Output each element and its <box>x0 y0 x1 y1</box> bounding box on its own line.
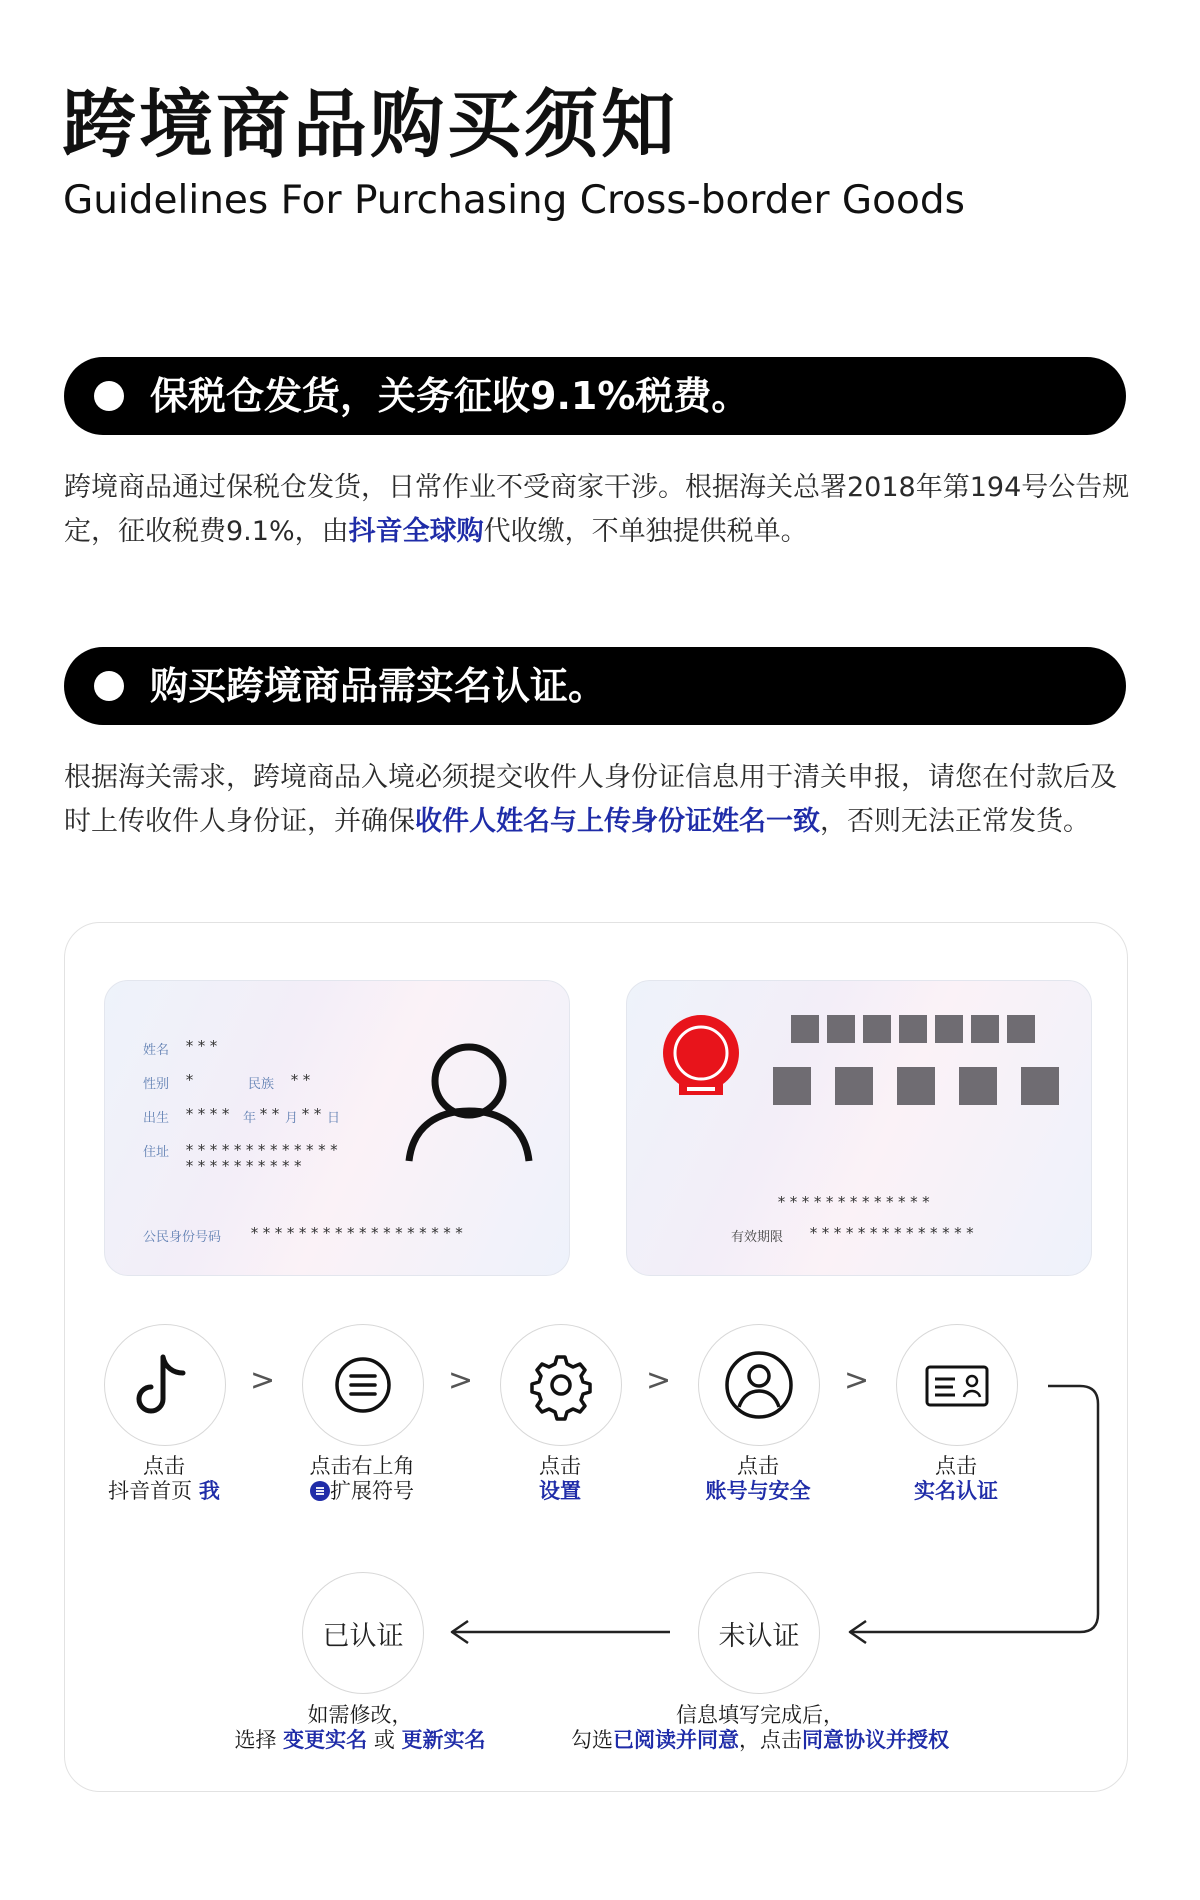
step-separator: > <box>448 1363 474 1398</box>
caption-text: ，点击 <box>739 1728 802 1752</box>
birth-day: ** <box>301 1105 326 1123</box>
page-subtitle: Guidelines For Purchasing Cross-border Goods <box>63 178 965 223</box>
verified-caption <box>200 1703 520 1753</box>
verified-status[interactable] <box>302 1572 424 1694</box>
step-separator: > <box>646 1363 672 1398</box>
text-fragment: 代收缴，不单独提供税单。 <box>483 516 808 547</box>
gender-label: 性别 <box>143 1077 170 1092</box>
caption-line: 信息填写完成后， <box>676 1703 844 1727</box>
page-title: 跨境商品购买须知 <box>62 82 678 168</box>
text-fragment: ，否则无法正常发货。 <box>820 806 1090 837</box>
caption-text: 抖音首页 <box>108 1479 193 1503</box>
caption-text: 扩展符号 <box>330 1479 414 1503</box>
caption-line: 如需修改， <box>307 1703 413 1727</box>
caption-text: 选择 <box>234 1728 277 1752</box>
birth-label: 出生 <box>143 1111 170 1126</box>
caption-line: 点击右上角 <box>309 1454 415 1478</box>
agree-authorize-link[interactable]: 同意协议并授权 <box>802 1728 949 1752</box>
me-link[interactable]: 我 <box>198 1479 220 1503</box>
address-line-2: ********** <box>185 1157 306 1175</box>
caption-text: 或 <box>373 1728 395 1752</box>
address-label: 住址 <box>143 1145 170 1160</box>
name-label: 姓名 <box>143 1043 170 1058</box>
text-fragment: 根据海关需求，跨境商品入境必须提交收件人身份证信息用于清关申报，请您在付款后及时上传收件人身份证，并确保 <box>64 762 1117 837</box>
day-label: 日 <box>327 1111 341 1126</box>
unverified-status[interactable] <box>698 1572 820 1694</box>
validity-label: 有效期限 <box>731 1230 784 1245</box>
caption-line: 点击 <box>143 1454 185 1478</box>
caption-line <box>200 1728 520 1753</box>
unverified-label: 未认证 <box>718 1620 800 1652</box>
step-separator: > <box>844 1363 870 1398</box>
name-value: *** <box>185 1037 222 1055</box>
gender-value: * <box>185 1071 198 1089</box>
year-label: 年 <box>243 1111 257 1126</box>
month-label: 月 <box>285 1111 299 1126</box>
section-heading-text: 购买跨境商品需实名认证。 <box>150 664 607 708</box>
caption-line: 点击 <box>539 1454 581 1478</box>
settings-link[interactable]: 设置 <box>539 1479 581 1503</box>
address-line-1: ************* <box>185 1141 342 1159</box>
issuing-authority-value: ************* <box>777 1193 934 1211</box>
id-number-value: ****************** <box>250 1224 467 1242</box>
caption-line: 点击 <box>737 1454 779 1478</box>
validity-value: ************** <box>809 1224 978 1242</box>
verified-label: 已认证 <box>322 1620 404 1652</box>
real-name-link[interactable]: 实名认证 <box>914 1479 998 1503</box>
birth-year: **** <box>185 1105 234 1123</box>
ethnic-label: 民族 <box>248 1077 275 1092</box>
account-security-link[interactable]: 账号与安全 <box>705 1479 811 1503</box>
text-fragment: 跨境商品通过保税仓发货，日常作业不受商家干涉。根据海关总署2018年第194号公告规定，征收税费9.1%，由 <box>64 472 1130 547</box>
id-number-label: 公民身份号码 <box>143 1230 222 1245</box>
caption-line <box>530 1728 990 1753</box>
agree-read-link[interactable]: 已阅读并同意 <box>613 1728 739 1752</box>
update-name-link[interactable]: 更新实名 <box>401 1728 486 1752</box>
section-heading-text: 保税仓发货，关务征收9.1%税费。 <box>150 374 750 418</box>
highlight-text: 收件人姓名与上传身份证姓名一致 <box>415 806 820 837</box>
highlight-link[interactable]: 抖音全球购 <box>348 516 484 547</box>
change-name-link[interactable]: 变更实名 <box>283 1728 368 1752</box>
step-separator: > <box>250 1363 276 1398</box>
unverified-caption <box>530 1703 990 1753</box>
ethnic-value: ** <box>290 1071 315 1089</box>
caption-line: 点击 <box>935 1454 977 1478</box>
caption-text: 勾选 <box>571 1728 613 1752</box>
birth-month: ** <box>259 1105 284 1123</box>
